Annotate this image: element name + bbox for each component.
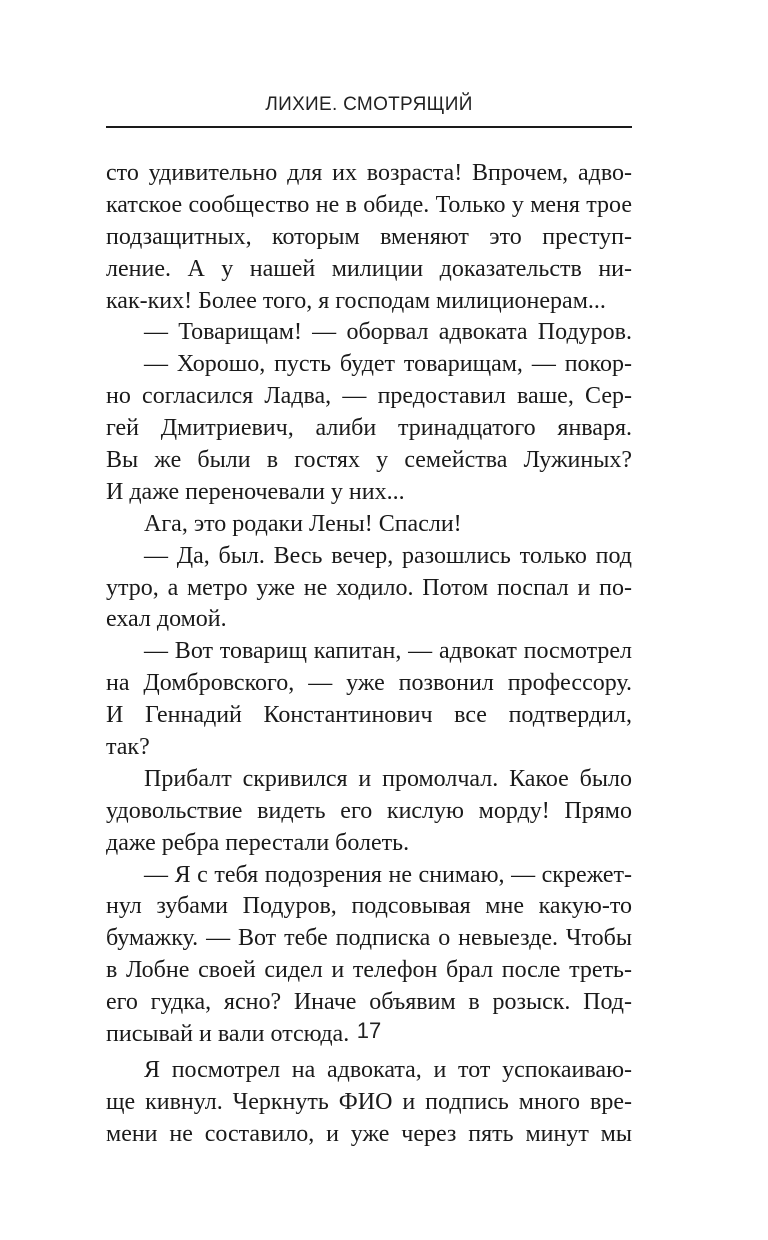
text-line: Ага, это родаки Лены! Спасли! xyxy=(144,510,462,537)
text-line: ще кивнул. Черкнуть ФИО и подпись много вре- xyxy=(106,1088,632,1115)
text-line: катское сообщество не в обиде. Только у меня трое xyxy=(106,191,632,218)
text-line: даже ребра перестали болеть. xyxy=(106,829,410,856)
text-line: писывай и вали отсюда. xyxy=(106,1021,350,1048)
text-line: сто удивительно для их возраста! Впрочем, адво- xyxy=(106,160,632,186)
body-text xyxy=(106,158,632,1151)
text-line: Прибалт скривился и промолчал. Какое было xyxy=(144,765,632,792)
text-line: — Хорошо, пусть будет товарищам, — покор- xyxy=(144,351,632,378)
text-line: гей Дмитриевич, алиби тринадцатого января. xyxy=(106,415,632,442)
text-line: на Домбровского, — уже позвонил профессору. xyxy=(106,670,632,697)
text-line: — Вот товарищ капитан, — адвокат посмотрел xyxy=(144,638,632,665)
text-line: его гудка, ясно? Иначе объявим в розыск. Под- xyxy=(106,989,632,1016)
text-line: Вы же были в гостях у семейства Лужиных? xyxy=(106,447,632,474)
text-line: так? xyxy=(106,734,150,761)
text-line: мени не составило, и уже через пять минут мы xyxy=(106,1120,632,1147)
page-number: 17 xyxy=(356,1018,382,1043)
text-line: ехал домой. xyxy=(106,606,227,633)
text-line: И Геннадий Константинович все подтвердил, xyxy=(106,702,632,729)
text-line: Я посмотрел на адвоката, и тот успокаиваю- xyxy=(144,1056,632,1083)
text-line: — Я с тебя подозрения не снимаю, — скрежет- xyxy=(144,861,632,888)
text-line: — Товарищам! — оборвал адвоката Подуров. xyxy=(144,319,632,346)
text-line: но согласился Ладва, — предоставил ваше, Сер- xyxy=(106,383,632,410)
text-line: И даже переночевали у них... xyxy=(106,478,405,505)
text-line: бумажку. — Вот тебе подписка о невыезде. Чтобы xyxy=(106,925,632,952)
running-head-title: ЛИХИЕ. СМОТРЯЩИЙ xyxy=(265,94,473,115)
text-line: удовольствие видеть его кислую морду! Прямо xyxy=(106,797,632,824)
text-line: ление. А у нашей милиции доказательств ни- xyxy=(106,255,632,282)
text-line: — Да, был. Весь вечер, разошлись только под xyxy=(144,542,632,569)
text-line: утро, а метро уже не ходило. Потом поспал и по- xyxy=(106,574,632,601)
text-line: нул зубами Подуров, подсовывая мне какую-то xyxy=(106,893,632,920)
text-line: подзащитных, которым вменяют это преступ- xyxy=(106,223,632,250)
header-divider xyxy=(106,126,632,128)
text-line: в Лобне своей сидел и телефон брал после треть- xyxy=(106,957,632,984)
text-line: как-ких! Более того, я господам милиционерам... xyxy=(106,287,606,314)
